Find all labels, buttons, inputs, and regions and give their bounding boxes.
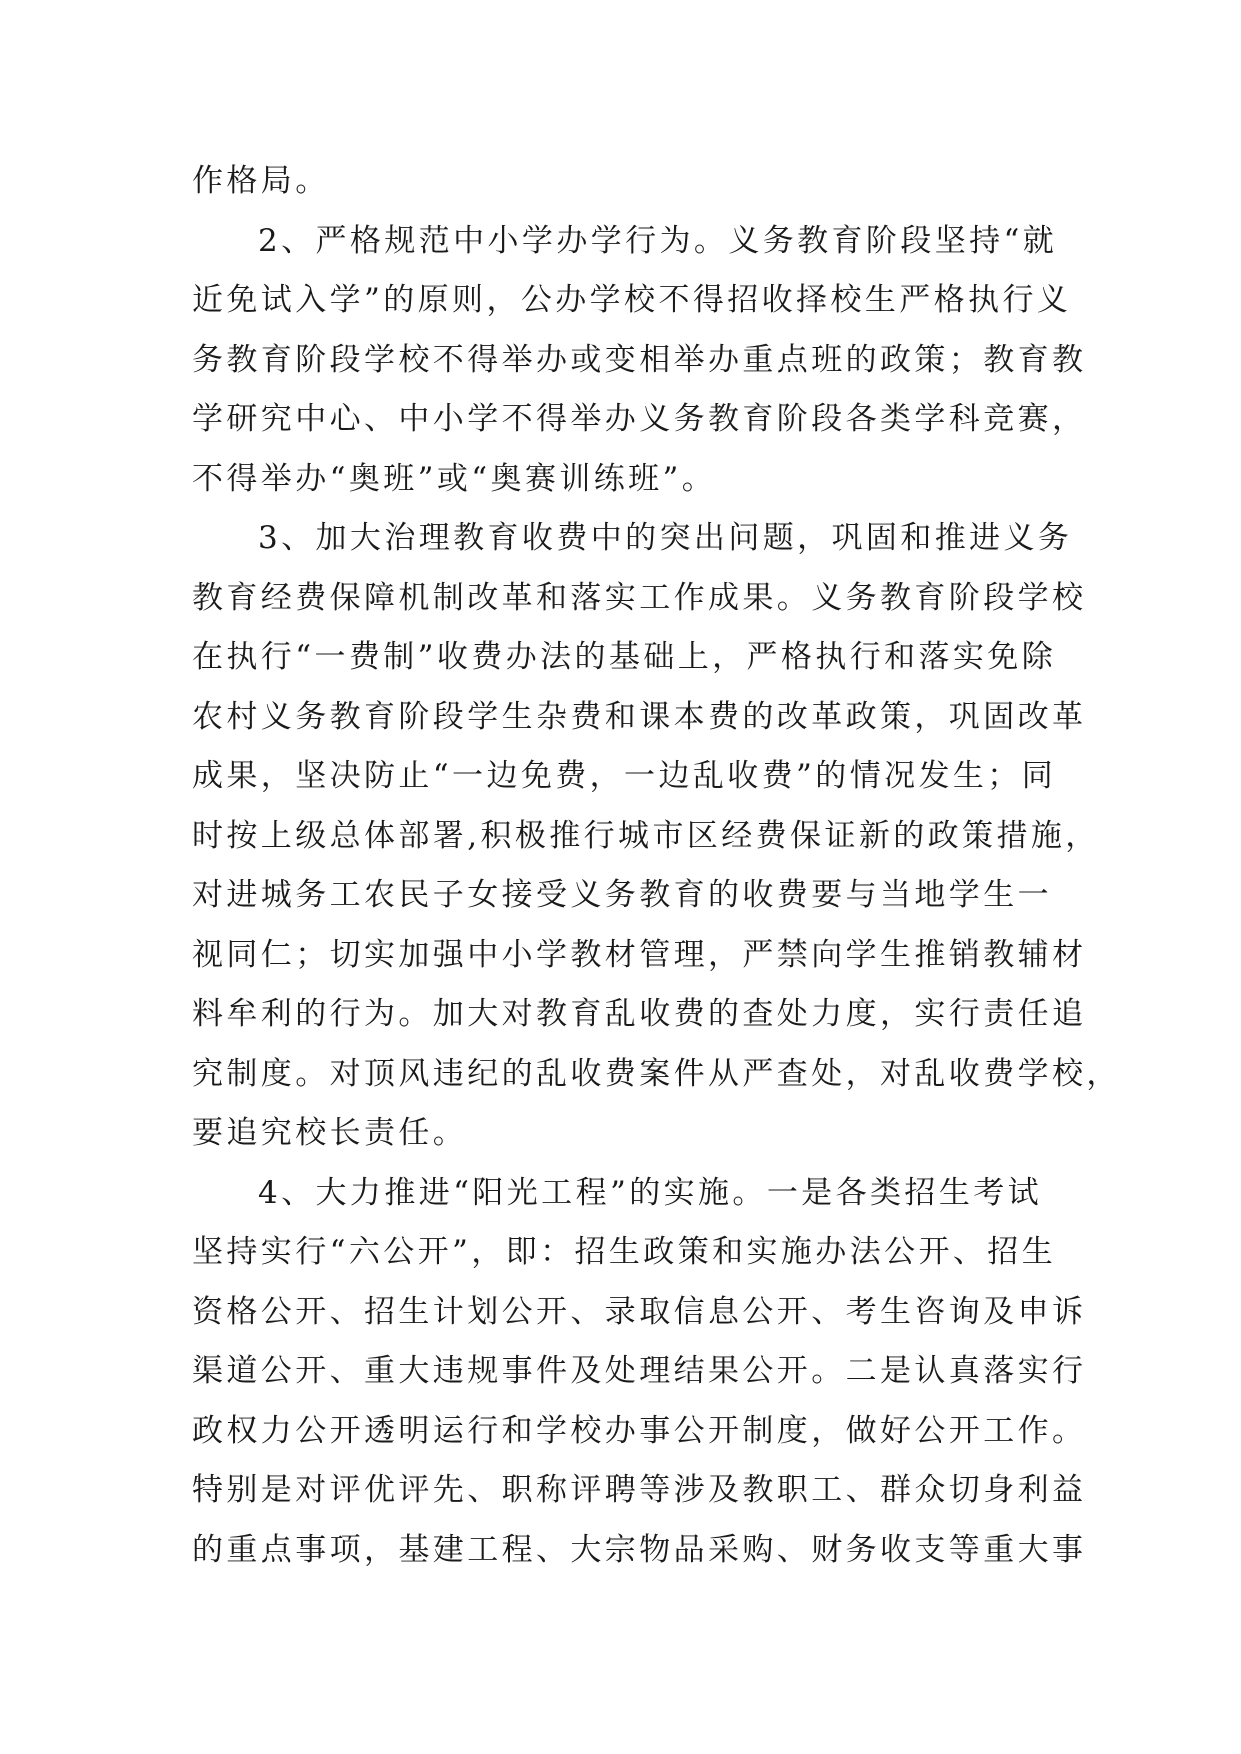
text-line: 料牟利的行为。加大对教育乱收费的查处力度，实行责任追 [192,996,1087,1032]
paragraph-start-line: 2、严格规范中小学办学行为。义务教育阶段坚持“就 [258,222,1058,259]
text-line: 成果，坚决防止“一边免费，一边乱收费”的情况发生；同 [192,758,1057,794]
text-line: 对进城务工农民子女接受义务教育的收费要与当地学生一 [192,877,1052,913]
text-line: 政权力公开透明运行和学校办事公开制度，做好公开工作。 [192,1412,1087,1449]
text-line: 视同仁；切实加强中小学教材管理，严禁向学生推销教辅材 [192,936,1087,973]
text-line: 究制度。对顶风违纪的乱收费案件从严查处，对乱收费学校， [192,1055,1121,1092]
text-line: 在执行“一费制”收费办法的基础上，严格执行和落实免除 [192,639,1057,675]
text-line: 教育经费保障机制改革和落实工作成果。义务教育阶段学校 [192,579,1087,616]
text-line: 资格公开、招生计划公开、录取信息公开、考生咨询及申诉 [192,1293,1087,1330]
document-body [192,152,1121,1580]
paragraph-start-line: 4、大力推进“阳光工程”的实施。一是各类招生考试 [258,1174,1043,1211]
text-line: 作格局。 [192,163,330,199]
text-line: 农村义务教育阶段学生杂费和课本费的改革政策，巩固改革 [192,698,1087,735]
text-line: 坚持实行“六公开”，即：招生政策和实施办法公开、招生 [192,1234,1057,1270]
text-line: 要追究校长责任。 [192,1115,468,1151]
text-line: 学研究中心、中小学不得举办义务教育阶段各类学科竞赛， [192,401,1087,437]
paragraph-start-line: 3、加大治理教育收费中的突出问题，巩固和推进义务 [258,520,1073,556]
text-line: 时按上级总体部署,积极推行城市区经费保证新的政策措施， [192,817,1100,854]
text-line: 渠道公开、重大违规事件及处理结果公开。二是认真落实行 [192,1353,1087,1389]
text-line: 务教育阶段学校不得举办或变相举办重点班的政策；教育教 [192,341,1087,378]
text-line: 近免试入学”的原则，公办学校不得招收择校生严格执行义 [192,282,1072,318]
text-line: 特别是对评优评先、职称评聘等涉及教职工、群众切身利益 [192,1472,1087,1508]
text-line: 不得举办“奥班”或“奥赛训练班”。 [192,460,717,497]
text-line: 的重点事项，基建工程、大宗物品采购、财务收支等重大事 [192,1531,1087,1568]
